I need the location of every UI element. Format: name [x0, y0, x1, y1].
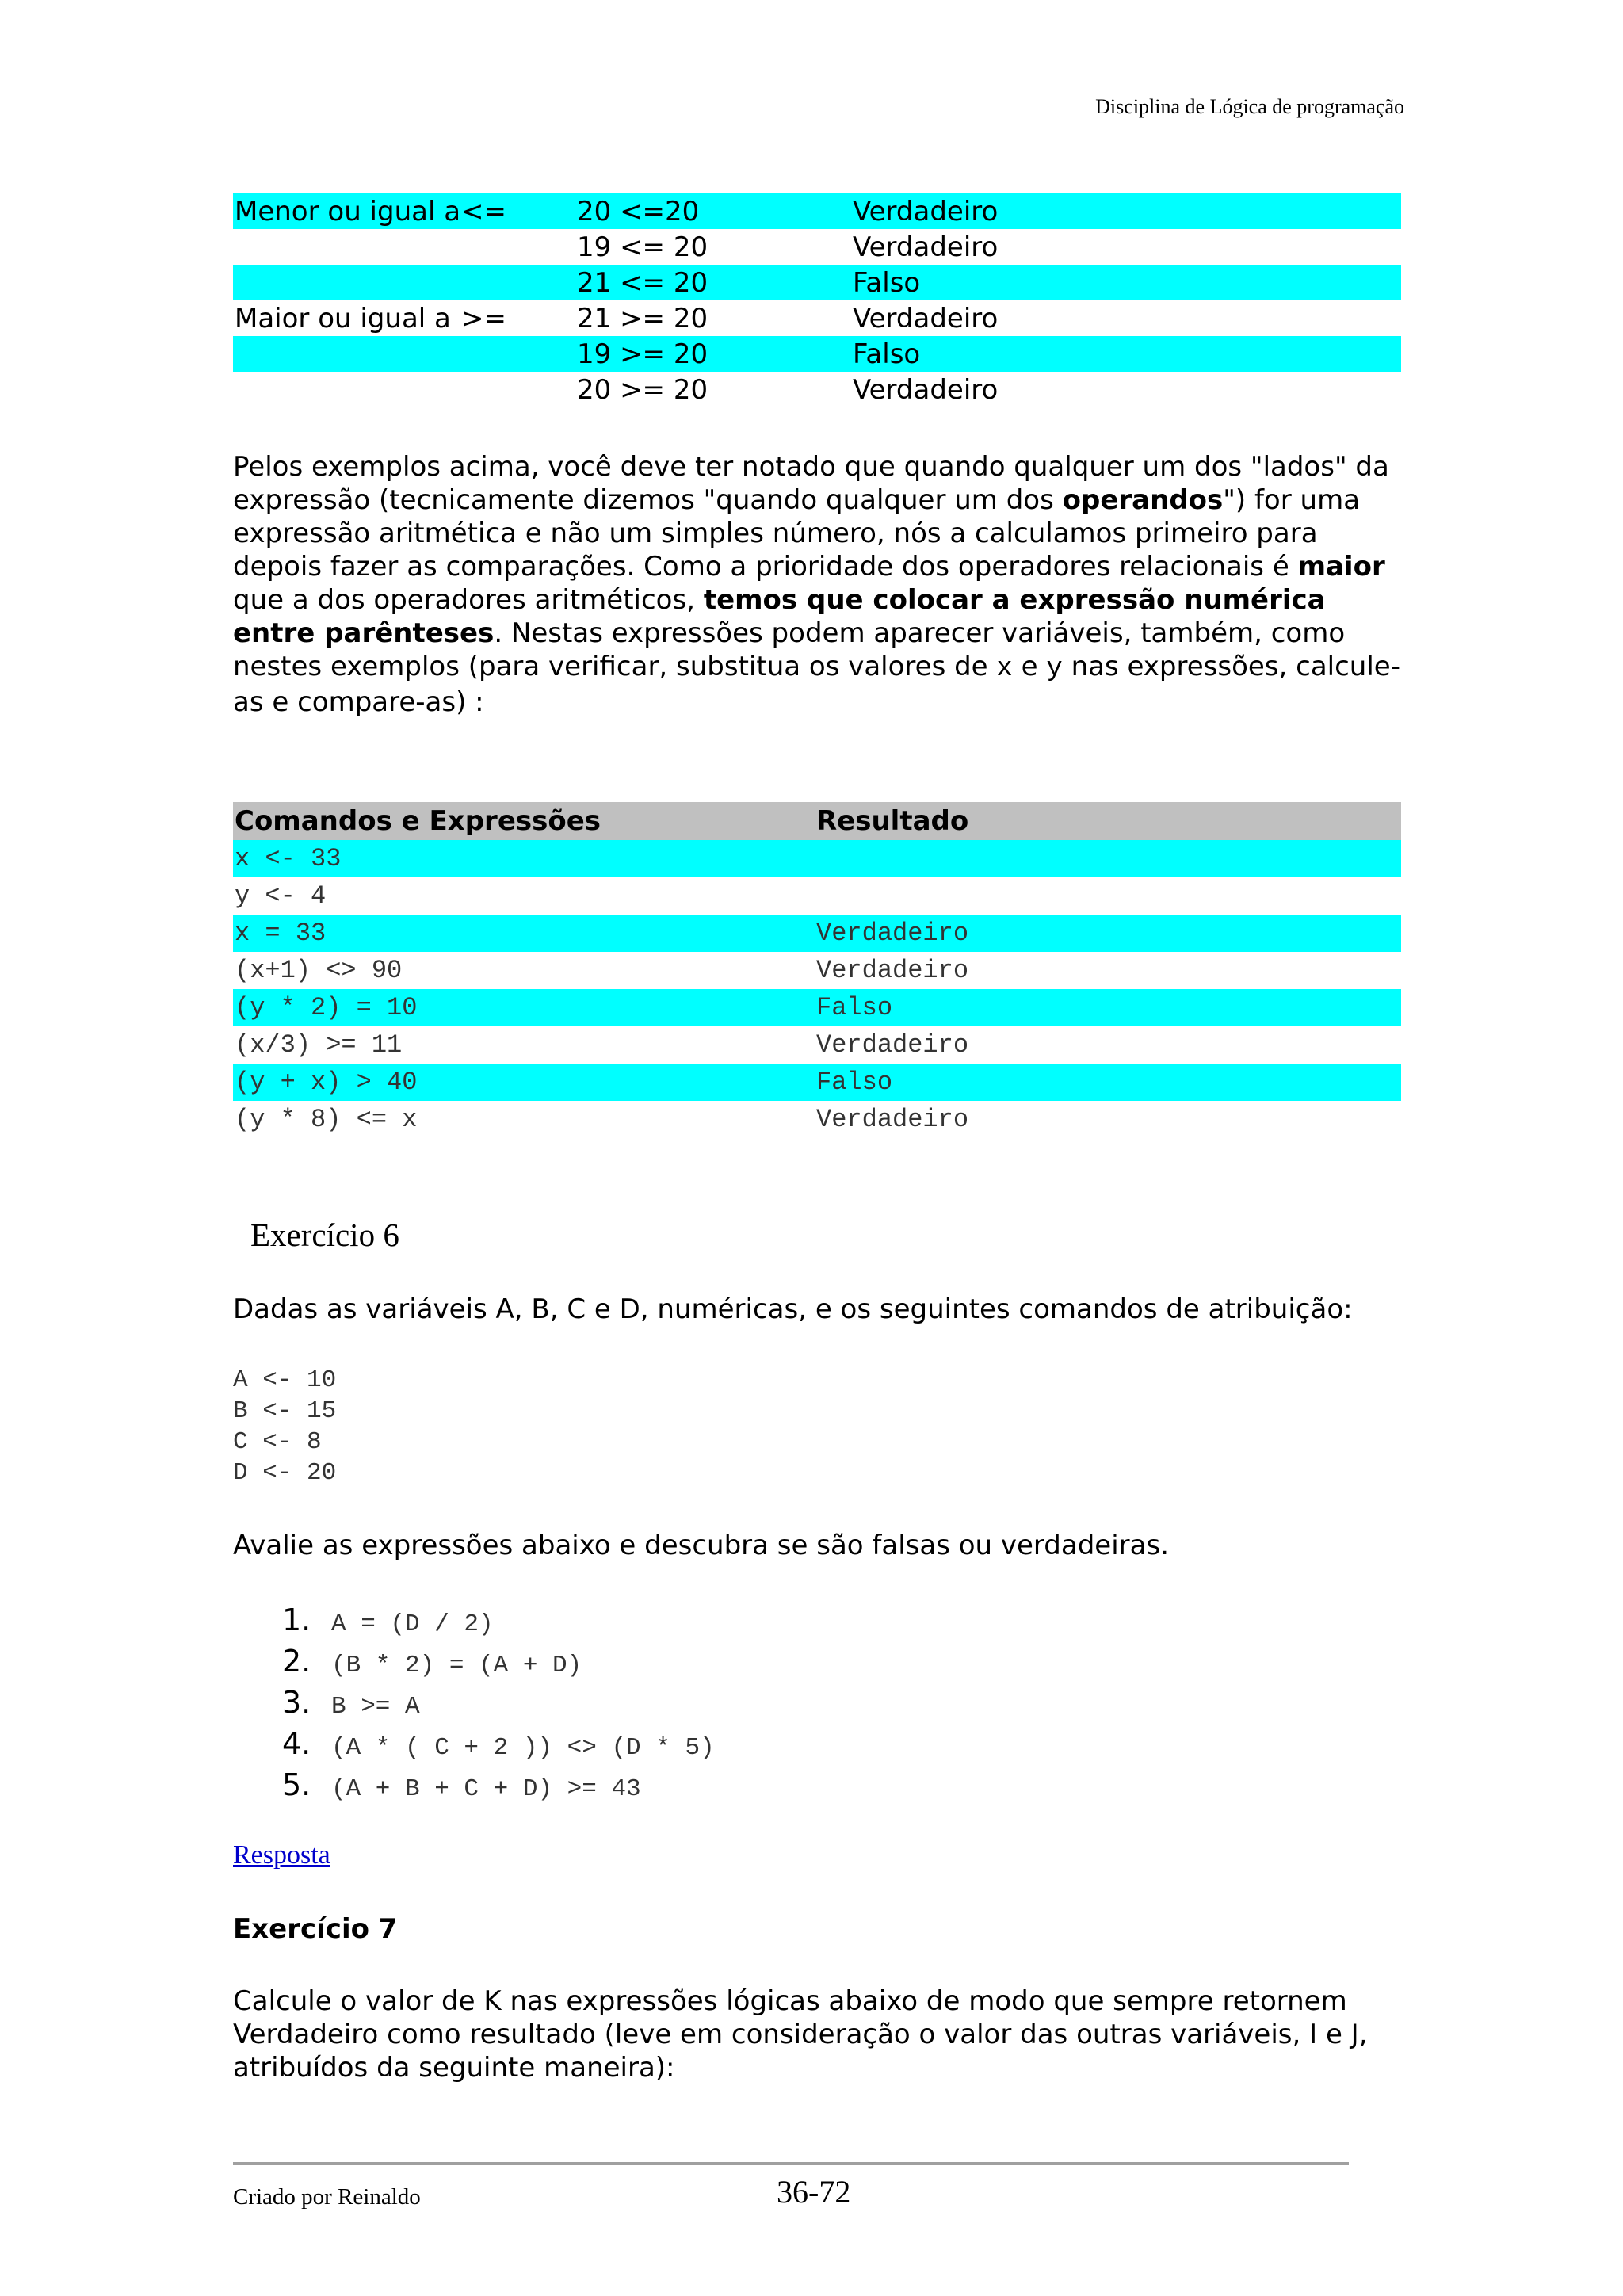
- footer-author: Criado por Reinaldo: [233, 2184, 421, 2210]
- page-number: 36-72: [777, 2174, 851, 2210]
- header-result: Resultado: [816, 805, 969, 837]
- answer-link[interactable]: Resposta: [233, 1840, 330, 1870]
- table-row: [233, 336, 1401, 372]
- exercise-6-title: Exercício 6: [250, 1217, 399, 1253]
- assignment-line: A <- 10: [233, 1366, 337, 1394]
- result-cell: Verdadeiro: [853, 195, 999, 227]
- table-row: [233, 193, 1401, 229]
- item-number: 2.: [282, 1644, 311, 1679]
- command-cell: (x+1) <> 90: [235, 956, 403, 985]
- header-commands: Comandos e Expressões: [235, 805, 601, 837]
- command-cell: x = 33: [235, 919, 327, 948]
- table-row: [233, 372, 1401, 407]
- relational-operators-table: [233, 193, 1401, 407]
- table-row: [233, 265, 1401, 300]
- item-number: 5.: [282, 1767, 311, 1802]
- item-expression: A = (D / 2): [331, 1610, 494, 1638]
- table-row: [233, 1101, 1401, 1138]
- table-row: [233, 952, 1401, 989]
- example-cell: 20 >= 20: [577, 373, 708, 406]
- list-item: [282, 1767, 715, 1809]
- item-expression: B >= A: [331, 1693, 420, 1721]
- table-row: [233, 229, 1401, 265]
- operator-cell: Menor ou igual a: [235, 195, 461, 227]
- table-row: [233, 989, 1401, 1026]
- item-number: 4.: [282, 1726, 311, 1761]
- footer-divider: [233, 2162, 1349, 2165]
- example-cell: 21 >= 20: [577, 302, 708, 334]
- expressions-table: [233, 802, 1401, 1138]
- result-cell: Falso: [853, 266, 921, 299]
- table-row: [233, 840, 1401, 877]
- list-item: [282, 1685, 715, 1726]
- list-item: [282, 1603, 715, 1644]
- result-cell: Falso: [816, 1068, 893, 1097]
- result-cell: Verdadeiro: [816, 919, 969, 948]
- result-cell: Verdadeiro: [853, 302, 999, 334]
- explanation-paragraph: Pelos exemplos acima, você deve ter notado que quando qualquer um dos "lados" da expressão (tecnicamente dizemos "quando qualquer um dos operandos") for uma expressão aritmética e não um simples número, nós a calculamos primeiro para depois fazer as comparações. Como a prioridade dos operadores relacionais é maior que a dos operadores aritméticos, temos que colocar a expressão numérica entre parênteses. Nestas expressões podem aparecer variáveis, também, como nestes exemplos (para verificar, substitua os valores de x e y nas expressões, calcule-as e compare-as) :: [233, 451, 1400, 718]
- table-row: [233, 1064, 1401, 1101]
- page-header: Disciplina de Lógica de programação: [1095, 95, 1404, 118]
- exercise-6-instruction: Avalie as expressões abaixo e descubra se são falsas ou verdadeiras.: [233, 1530, 1170, 1561]
- item-expression: (A * ( C + 2 )) <> (D * 5): [331, 1734, 715, 1762]
- result-cell: Verdadeiro: [816, 1030, 969, 1060]
- table-row: [233, 915, 1401, 952]
- example-cell: 19 <= 20: [577, 231, 708, 263]
- list-item: [282, 1726, 715, 1767]
- example-cell: 19 >= 20: [577, 338, 708, 370]
- table-row: [233, 300, 1401, 336]
- expressions-list: [282, 1603, 715, 1809]
- command-cell: (x/3) >= 11: [235, 1030, 403, 1060]
- operator-cell: Maior ou igual a: [235, 302, 451, 334]
- assignment-code-block: [233, 1365, 336, 1488]
- result-cell: Falso: [853, 338, 921, 370]
- command-cell: (y * 8) <= x: [235, 1105, 418, 1134]
- result-cell: Verdadeiro: [853, 373, 999, 406]
- example-cell: 21 <= 20: [577, 266, 708, 299]
- command-cell: x <- 33: [235, 844, 342, 873]
- assignment-line: D <- 20: [233, 1459, 337, 1487]
- symbol-cell: >=: [461, 302, 506, 334]
- item-number: 3.: [282, 1685, 311, 1720]
- result-cell: Falso: [816, 993, 893, 1022]
- assignment-line: C <- 8: [233, 1428, 322, 1456]
- table-header-row: [233, 802, 1401, 840]
- assignment-line: B <- 15: [233, 1397, 337, 1425]
- exercise-7-title: Exercício 7: [233, 1913, 398, 1945]
- item-number: 1.: [282, 1603, 311, 1637]
- result-cell: Verdadeiro: [853, 231, 999, 263]
- result-cell: Verdadeiro: [816, 956, 969, 985]
- list-item: [282, 1644, 715, 1685]
- result-cell: Verdadeiro: [816, 1105, 969, 1134]
- table-row: [233, 877, 1401, 915]
- command-cell: y <- 4: [235, 881, 327, 911]
- command-cell: (y * 2) = 10: [235, 993, 418, 1022]
- item-expression: (A + B + C + D) >= 43: [331, 1775, 641, 1803]
- exercise-7-text: Calcule o valor de K nas expressões lógicas abaixo de modo que sempre retornem Verdadeiro como resultado (leve em consideração o valor das outras variáveis, I e J, atribuídos da seguinte maneira):: [233, 1985, 1368, 2084]
- example-cell: 20 <=20: [577, 195, 700, 227]
- command-cell: (y + x) > 40: [235, 1068, 418, 1097]
- item-expression: (B * 2) = (A + D): [331, 1652, 582, 1679]
- symbol-cell: <=: [461, 195, 506, 227]
- exercise-6-intro: Dadas as variáveis A, B, C e D, numéricas, e os seguintes comandos de atribuição:: [233, 1293, 1353, 1325]
- table-row: [233, 1026, 1401, 1064]
